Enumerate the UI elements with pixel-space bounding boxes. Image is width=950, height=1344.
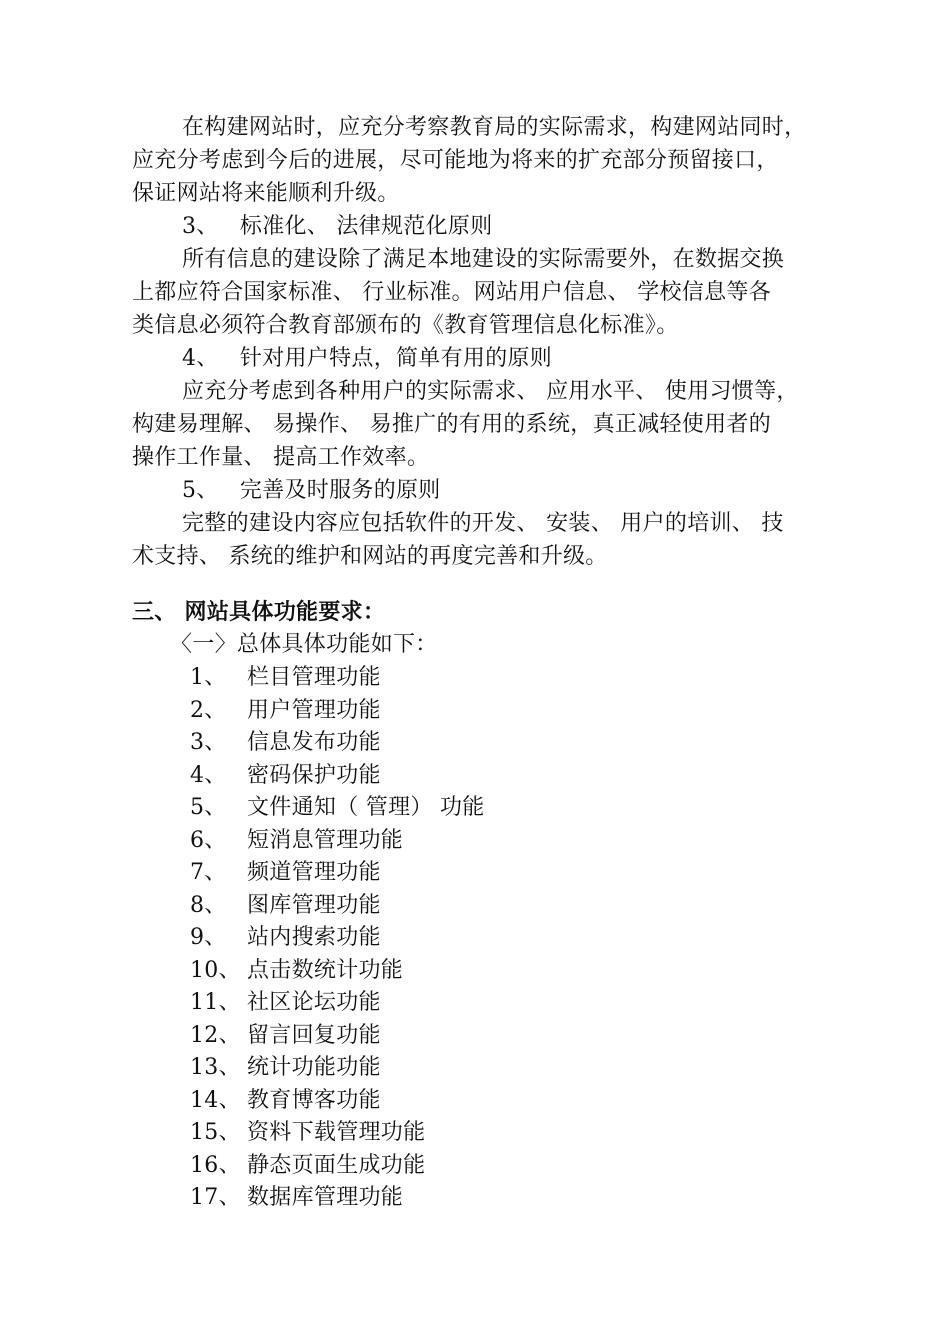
principle-3-title: 标准化、 法律规范化原则 <box>239 214 493 239</box>
principle-5-title: 完善及时服务的原则 <box>239 478 441 503</box>
function-list-item <box>190 922 381 954</box>
section-3-heading: 三、 网站具体功能要求： <box>132 600 386 625</box>
paragraph-2-line-3: 类信息必须符合教育部颁布的《教育管理信息化标准》。 <box>132 313 679 338</box>
principle-4-heading <box>182 343 552 375</box>
function-list-item <box>190 792 485 824</box>
function-item-number: 16、 <box>190 1153 241 1178</box>
function-item-label: 点击数统计功能 <box>247 958 404 983</box>
paragraph-1-line-2: 应充分考虑到今后的进展，尽可能地为将来的扩充部分预留接口， <box>132 148 779 173</box>
function-item-label: 统计功能功能 <box>247 1055 381 1080</box>
principle-4-title: 针对用户特点，简单有用的原则 <box>239 346 553 371</box>
function-item-label: 短消息管理功能 <box>247 828 404 853</box>
function-item-number: 9、 <box>190 925 227 950</box>
paragraph-3-line-2: 构建易理解、 易操作、 易推广的有用的系统，真正减轻使用者的 <box>132 412 771 437</box>
paragraph-2-line-1: 所有信息的建设除了满足本地建设的实际需要外，在数据交换 <box>182 247 785 272</box>
function-list-item <box>190 890 381 922</box>
function-list-item <box>190 760 381 792</box>
function-list-item <box>190 857 381 889</box>
paragraph-1-line-1: 在构建网站时，应充分考察教育局的实际需求，构建网站同时， <box>182 115 807 140</box>
function-list-item <box>190 825 403 857</box>
function-item-label: 社区论坛功能 <box>247 990 381 1015</box>
function-list-item <box>190 662 381 694</box>
function-item-number: 7、 <box>190 860 227 885</box>
paragraph-2-line-2: 上都应符合国家标准、 行业标准。网站用户信息、 学校信息等各 <box>132 280 771 305</box>
function-item-number: 10、 <box>190 958 241 983</box>
principle-3-number: 3、 <box>182 214 219 239</box>
function-item-label: 留言回复功能 <box>247 1023 381 1048</box>
function-item-label: 站内搜索功能 <box>247 925 381 950</box>
function-item-number: 5、 <box>190 795 227 820</box>
function-item-label: 数据库管理功能 <box>247 1185 404 1210</box>
paragraph-1-line-3: 保证网站将来能顺利升级。 <box>132 181 400 206</box>
function-item-label: 栏目管理功能 <box>247 665 381 690</box>
function-list-item <box>190 987 381 1019</box>
function-item-number: 15、 <box>190 1120 241 1145</box>
function-item-label: 资料下载管理功能 <box>247 1120 426 1145</box>
function-list-item <box>190 1020 381 1052</box>
function-list-item <box>190 695 381 727</box>
function-item-label: 频道管理功能 <box>247 860 381 885</box>
function-list-item <box>190 955 403 987</box>
function-item-number: 17、 <box>190 1185 241 1210</box>
function-item-label: 密码保护功能 <box>247 763 381 788</box>
function-item-label: 教育博客功能 <box>247 1088 381 1113</box>
principle-4-number: 4、 <box>182 346 219 371</box>
function-item-number: 4、 <box>190 763 227 788</box>
section-3-subheading: 〈一〉总体具体功能如下： <box>170 632 438 657</box>
function-item-label: 静态页面生成功能 <box>247 1153 426 1178</box>
function-list-item <box>190 1117 425 1149</box>
function-list-item <box>190 727 381 759</box>
function-item-number: 13、 <box>190 1055 241 1080</box>
principle-5-number: 5、 <box>182 478 219 503</box>
paragraph-3-line-3: 操作工作量、 提高工作效率。 <box>132 445 430 470</box>
function-item-number: 3、 <box>190 730 227 755</box>
function-item-label: 信息发布功能 <box>247 730 381 755</box>
function-item-label: 用户管理功能 <box>247 698 381 723</box>
function-item-number: 8、 <box>190 893 227 918</box>
function-item-number: 12、 <box>190 1023 241 1048</box>
paragraph-3-line-1: 应充分考虑到各种用户的实际需求、 应用水平、 使用习惯等， <box>182 379 799 404</box>
function-item-number: 6、 <box>190 828 227 853</box>
function-list-item <box>190 1182 403 1214</box>
function-item-label: 文件通知（ 管理） 功能 <box>247 795 485 820</box>
function-list-item <box>190 1085 381 1117</box>
paragraph-4-line-1: 完整的建设内容应包括软件的开发、 安装、 用户的培训、 技 <box>182 511 784 536</box>
function-item-label: 图库管理功能 <box>247 893 381 918</box>
function-item-number: 1、 <box>190 665 227 690</box>
function-item-number: 14、 <box>190 1088 241 1113</box>
principle-5-heading <box>182 475 441 507</box>
principle-3-heading <box>182 211 493 243</box>
function-item-number: 2、 <box>190 698 227 723</box>
paragraph-4-line-2: 术支持、 系统的维护和网站的再度完善和升级。 <box>132 544 608 569</box>
function-list-item <box>190 1052 381 1084</box>
function-list-item <box>190 1150 425 1182</box>
function-item-number: 11、 <box>190 990 241 1015</box>
